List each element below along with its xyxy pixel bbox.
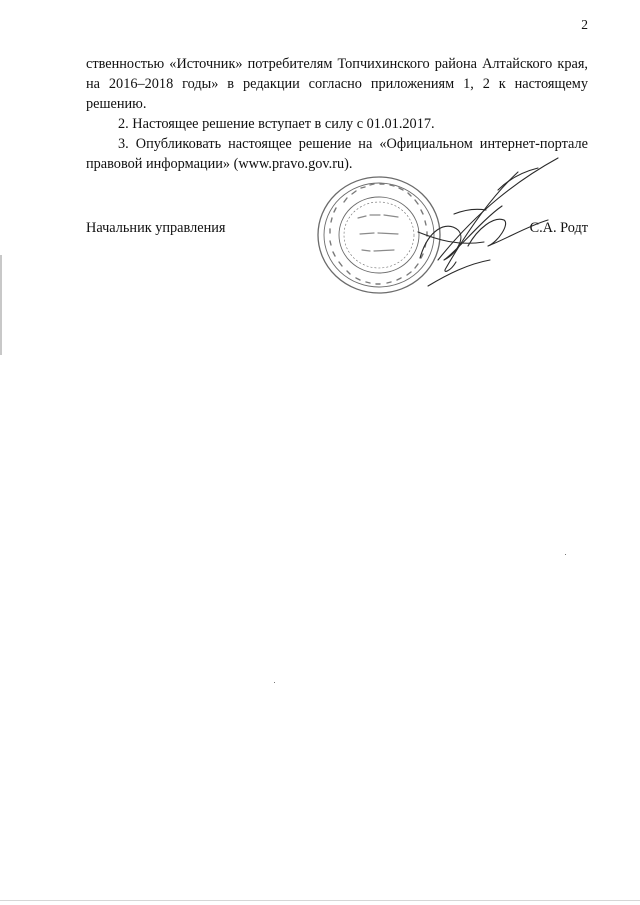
signer-name: С.А. Родт	[529, 220, 588, 236]
scan-speck	[565, 554, 566, 555]
paragraph-continuation: ственностью «Источник» потребителям Топчихинского района Алтайского края, на 2016–2018 годы» в редакции согласно приложениям 1, 2 к настоящему решению.	[86, 56, 588, 112]
scan-edge-artifact-bottom	[0, 900, 640, 901]
handwritten-signature	[398, 150, 588, 292]
paragraph-item-3: 3. Опубликовать настоящее решение на «Официальном интернет-портале правовой информации» (www.pravo.gov.ru).	[86, 136, 588, 172]
paragraph-item-2: 2. Настоящее решение вступает в силу с 01.01.2017.	[118, 116, 435, 132]
signer-position: Начальник управления	[86, 220, 226, 236]
scan-edge-artifact	[0, 255, 2, 355]
scan-speck	[274, 682, 275, 683]
page-number: 2	[581, 17, 588, 32]
